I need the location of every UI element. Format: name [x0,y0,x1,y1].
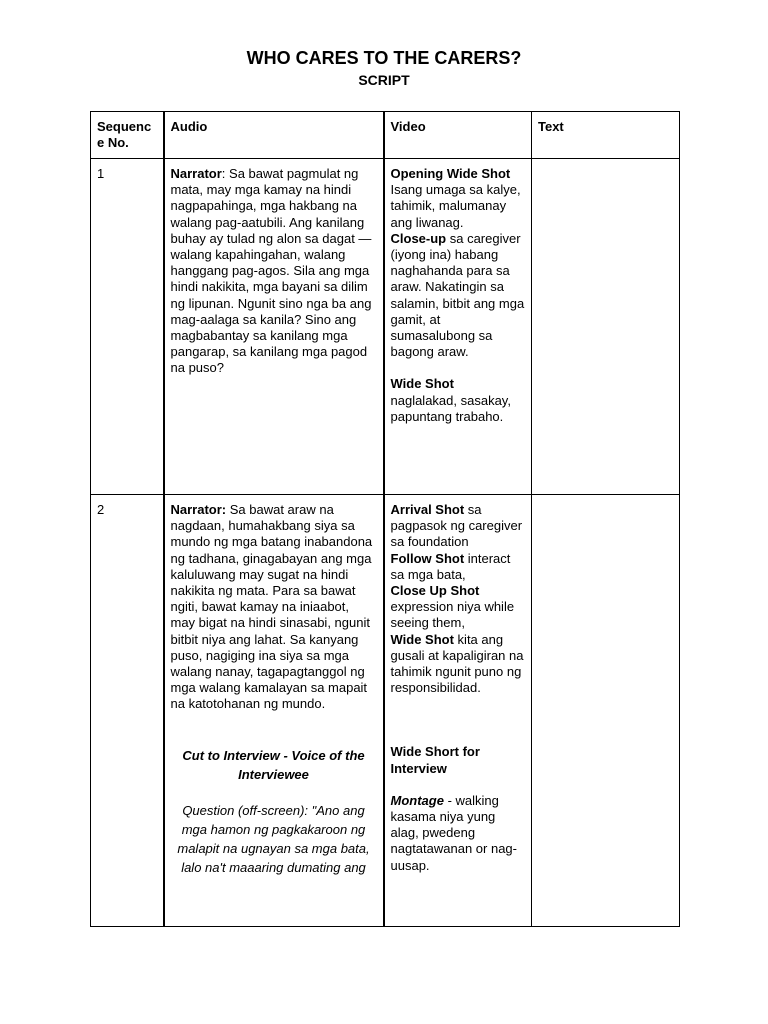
table-row [91,159,680,495]
video-cell [384,495,532,927]
shot-text: naglalakad, sasakay, papuntang trabaho. [390,392,511,424]
shot-type: Montage [390,792,444,808]
shot-text: interact sa mga bata, [390,550,511,582]
shot-description [391,632,526,697]
header-sequence-no: Sequenc e No. [91,112,164,159]
shot-type: Wide Shot [390,631,454,647]
sequence-number: 1 [91,159,164,495]
shot-text: sa pagpasok ng caregiver sa foundation [390,502,523,550]
shot-type: Close-up [390,230,447,246]
shot-description [391,551,526,583]
interview-question: Question (off-screen): "Ano ang mga hamon ng pagkakaroon ng malapit na ugnayan sa mga bata, lalo na't maaaring dumating ang [177,802,370,875]
shot-description [391,376,526,425]
header-audio: Audio [164,112,384,159]
header-video: Video [384,112,532,159]
speaker-label: Narrator [170,166,222,181]
text-cell [532,159,680,495]
shot-type: Arrival Shot [390,502,465,517]
shot-type: Follow Shot [390,550,465,566]
shot-description [391,793,526,874]
document-title: WHO CARES TO THE CARERS? [246,48,522,68]
speaker-label: Narrator: [170,502,227,517]
shot-type: Wide Short for Interview [390,744,480,776]
audio-narration [171,166,377,377]
shot-text: Isang umaga sa kalye, tahimik, malumanay ang liwanag. [390,182,521,230]
narration-text: Sa bawat araw na nagdaan, humahakbang siya sa mundo ng mga batang inabandona ng tadhana, ginagabayan ang mga kaluluwang may sugat na hindi nakikita ng mata. Para sa bawat ngiti, bawat kamay na iniaabot, may bigat na hindi sinasabi, ngunit bitbit niya ang lahat. Sa kanyang puso, nagiging ina siya sa mga walang nanay, tagapagtanggol ng mga walang kamalayan sa mapait na katotohanan ng mundo. [170,502,373,712]
shot-description [391,166,526,231]
shot-description [391,583,526,632]
shot-text: kita ang gusali at kapaligiran na tahimik ngunit puno ng responsibilidad. [390,631,524,696]
document-subtitle: SCRIPT [358,72,410,88]
script-table [90,111,680,927]
shot-type: Opening Wide Shot [390,166,511,181]
shot-description [391,502,526,551]
shot-type: Wide Shot [390,376,454,392]
audio-cell [164,495,384,927]
table-header-row [91,112,680,159]
shot-text: expression niya while seeing them, [390,599,515,631]
text-cell [532,495,680,927]
table-row [91,495,680,927]
shot-type: Close Up Shot [390,583,480,599]
header-text: Text [532,112,680,159]
shot-description [391,231,526,361]
narration-text: : Sa bawat pagmulat ng mata, may mga kamay na hindi nagpapahinga, mga hakbang na walang pag-aatubili. Ang kanilang buhay ay tulad ng alon sa dagat — walang kapahingahan, walang hanggang pag-agos. Sila ang mga hindi nakikita, mga bayani sa dilim ng lipunan. Ngunit sino nga ba ang mag-aalaga sa kanila? Sino ang magbabantay sa kanilang mga pangarap, sa kanilang mga pagod na puso? [170,166,372,376]
shot-description [391,744,526,776]
audio-narration [171,502,377,713]
shot-text: sa caregiver (iyong ina) habang naghahanda para sa araw. Nakatingin sa salamin, bitbit ang mga gamit, at sumasalubong sa bagong araw. [390,230,525,360]
shot-text: - walking kasama niya yung alag, pwedeng nagtatawanan or nag-uusap. [390,792,517,873]
video-cell [384,159,532,495]
interview-cue: Cut to Interview - Voice of the Interviewee [182,747,365,782]
sequence-number: 2 [91,495,164,927]
audio-cell [164,159,384,495]
